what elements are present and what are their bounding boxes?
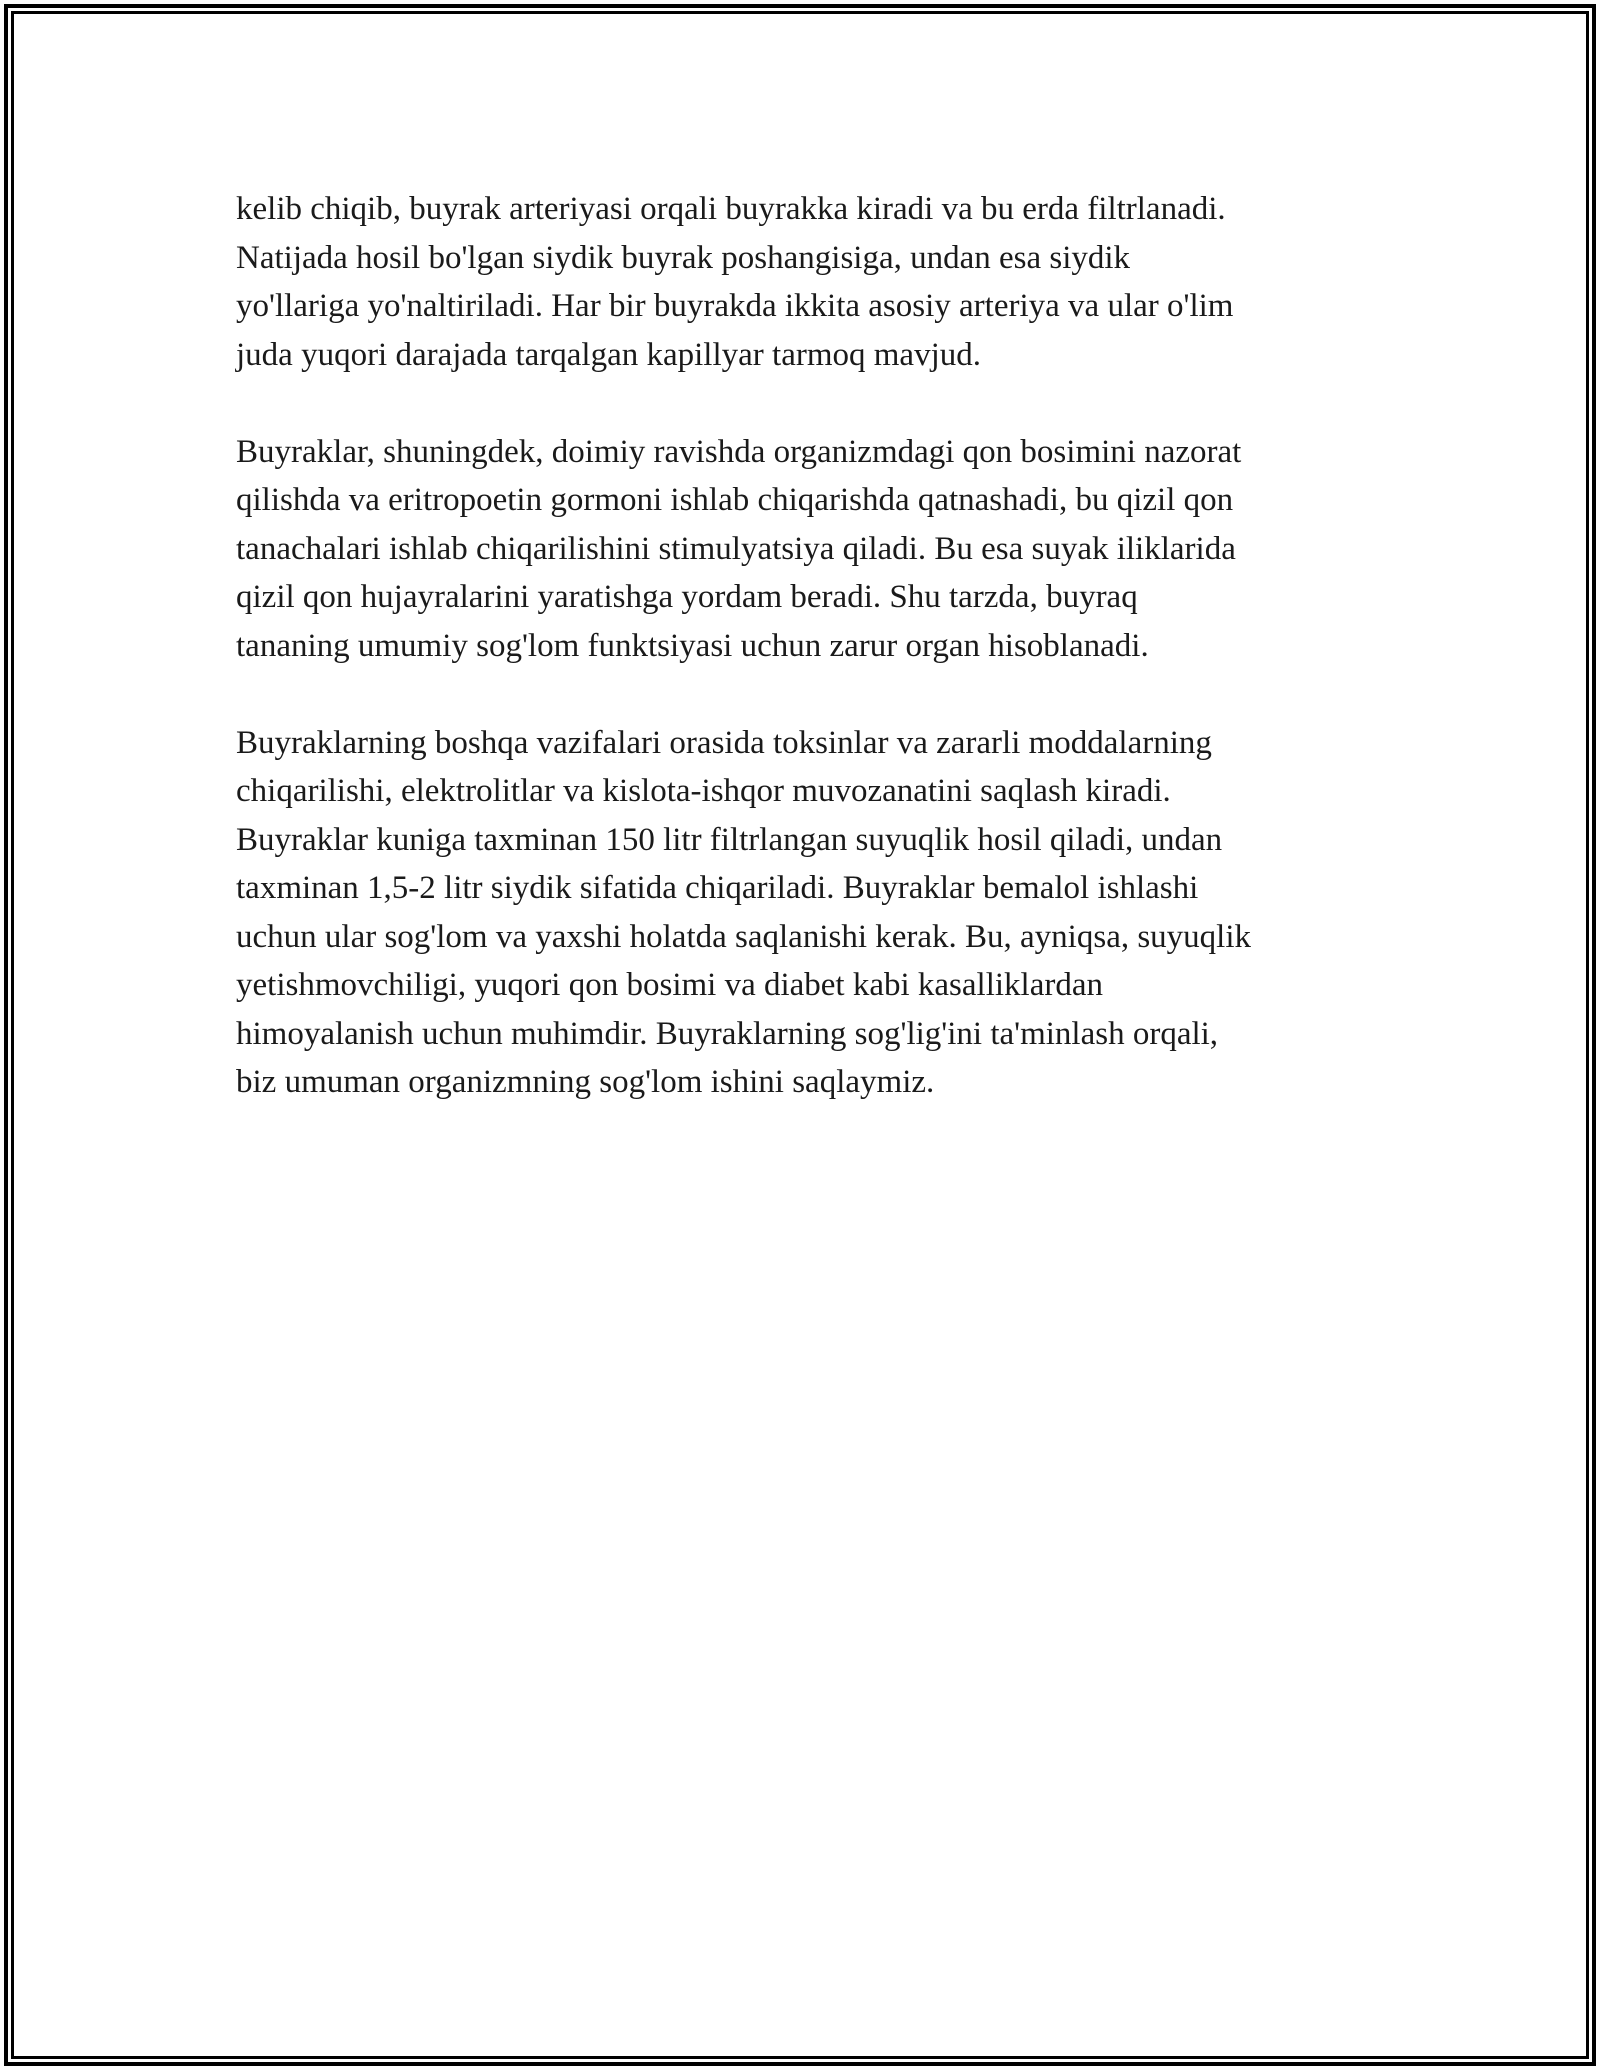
text-line: Buyraklar kuniga taxminan 150 litr filtrlangan suyuqlik hosil qiladi, undan (236, 821, 1223, 858)
paragraph-2 (236, 428, 1386, 671)
text-line: Buyraklar, shuningdek, doimiy ravishda organizmdagi qon bosimini nazorat (236, 433, 1242, 470)
text-line: biz umuman organizmning sog'lom ishini saqlaymiz. (236, 1064, 935, 1100)
text-line: qizil qon hujayralarini yaratishga yordam beradi. Shu tarzda, buyraq (236, 579, 1138, 615)
text-line: yo'llariga yo'naltiriladi. Har bir buyrakda ikkita asosiy arteriya va ular o'lim (236, 288, 1234, 324)
text-line: tananing umumiy sog'lom funktsiyasi uchun zarur organ hisoblanadi. (236, 627, 1149, 664)
text-line: kelib chiqib, buyrak arteriyasi orqali buyrakka kiradi va bu erda filtrlanadi. (236, 191, 1226, 227)
text-line: chiqarilishi, elektrolitlar va kislota-ishqor muvozanatini saqlash kiradi. (236, 773, 1171, 809)
text-line: uchun ular sog'lom va yaxshi holatda saqlanishi kerak. Bu, ayniqsa, suyuqlik (236, 918, 1252, 955)
text-line: taxminan 1,5-2 litr siydik sifatida chiqariladi. Buyraklar bemalol ishlashi (236, 870, 1199, 906)
document-body (236, 185, 1386, 1155)
text-line: qilishda va eritropoetin gormoni ishlab chiqarishda qatnashadi, bu qizil qon (236, 482, 1234, 518)
text-line: juda yuqori darajada tarqalgan kapillyar tarmoq mavjud. (236, 336, 981, 373)
paragraph-1 (236, 185, 1386, 379)
text-line: himoyalanish uchun muhimdir. Buyraklarning sog'lig'ini ta'minlash orqali, (236, 1015, 1219, 1052)
text-line: tanachalari ishlab chiqarilishini stimulyatsiya qiladi. Bu esa suyak iliklarida (236, 530, 1236, 567)
paragraph-3 (236, 719, 1386, 1107)
text-line: Natijada hosil bo'lgan siydik buyrak poshangisiga, undan esa siydik (236, 239, 1131, 276)
text-line: Buyraklarning boshqa vazifalari orasida toksinlar va zararli moddalarning (236, 724, 1212, 761)
text-line: yetishmovchiligi, yuqori qon bosimi va diabet kabi kasalliklardan (236, 967, 1104, 1003)
